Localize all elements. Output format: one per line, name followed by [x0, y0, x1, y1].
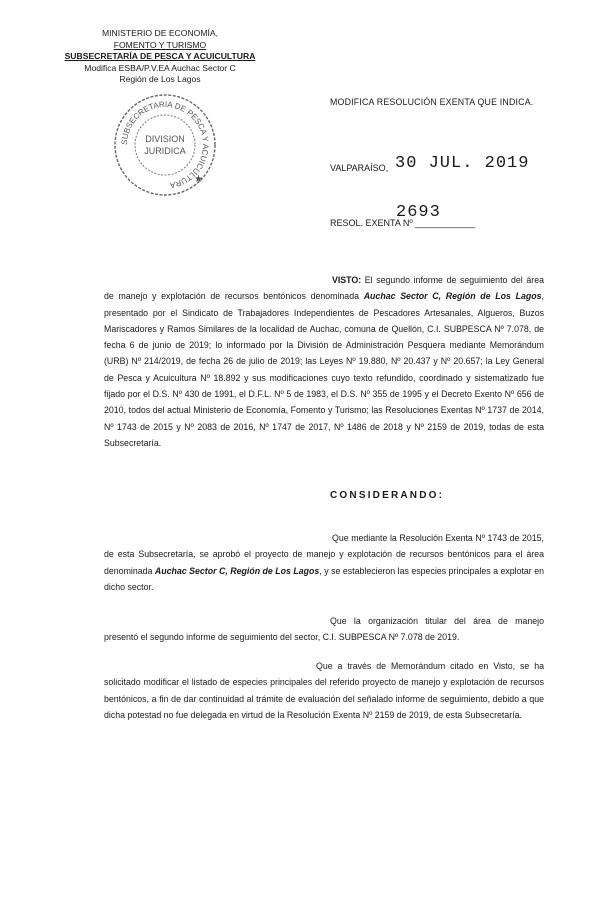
official-stamp — [112, 92, 218, 198]
issuer-header — [60, 28, 260, 86]
subsecretaria-line: SUBSECRETARÍA DE PESCA Y ACUICULTURA — [64, 51, 256, 61]
considerando-p2-text: Que la organización titular del área de manejo presentó el segundo informe de seguimiento del sector, C.I. SUBPESCA Nº 7.078 de 2019. — [104, 616, 544, 643]
resolution-number: 2693 — [396, 203, 441, 222]
document-reference: MODIFICA RESOLUCIÓN EXENTA QUE INDICA. — [330, 97, 534, 107]
stamp-star-icon: ★ — [194, 174, 203, 185]
ministry-line: MINISTERIO DE ECONOMÍA, — [101, 28, 219, 38]
considerando-p1-text-2: , y se establecieron las especies principales a explotar en dicho sector. — [104, 565, 544, 592]
considerando-paragraph-2 — [104, 613, 544, 646]
ministry-line-2: FOMENTO Y TURISMO — [113, 39, 207, 50]
stamp-center-line-1: DIVISION — [145, 134, 185, 144]
considerando-paragraph-3 — [104, 658, 544, 723]
stamp-center-line-2: JURIDICA — [144, 146, 186, 156]
visto-text-1: El segundo informe de seguimiento del área de manejo y explotación de recursos bentónicos denominada — [104, 275, 544, 302]
visto-label: VISTO: — [332, 275, 362, 285]
stamp-ring-text: SUBSECRETARIA DE PESCA Y ACUICULTURA — [119, 99, 211, 190]
subject-line: Modifica ESBA/P.V.EA Auchac Sector C — [84, 62, 236, 73]
visto-text-2: , presentado por el Sindicato de Trabajadores Independientes de Pescadores Artesanales, Algueros, Buzos Mariscadores y Ramos Similares de la localidad de Auchac, comuna de Quellón, C.I. SUBPESCA Nº 7.078, de fecha 6 de junio de 2019; lo informado por la División de Administración Pesquera mediante Memorándum (URB) Nº 214/2019, de fecha 26 de julio de 2019; las Leyes Nº 19.880, Nº 20.437 y Nº 20.657; la Ley General de Pesca y Acuicultura Nº 18.892 y sus modificaciones cuyo texto refundido, coordinado y sistematizado fue fijado por el D.S. Nº 430 de 1991, el D.F.L. Nº 5 de 1983, el D.S. Nº 355 de 1995 y el Decreto Exento Nº 656 de 2010, todos del actual Ministerio de Economía, Fomento y Turismo; las Resoluciones Exentas Nº 1737 de 2014, Nº 1743 de 2015 y Nº 2083 de 2016, Nº 1747 de 2017, Nº 1486 de 2018 y Nº 2159 de 2019, todas de esta Subsecretaría. — [104, 291, 544, 448]
resolution-label: RESOL. EXENTA Nº — [330, 218, 413, 228]
region-line: Región de Los Lagos — [119, 74, 201, 84]
considerando-heading: CONSIDERANDO: — [330, 490, 445, 501]
visto-area-name: Auchac Sector C, Región de Los Lagos — [363, 291, 542, 302]
dateline-city: VALPARAÍSO, — [330, 163, 389, 173]
considerando-p3-text: Que a través de Memorándum citado en Visto, se ha solicitado modificar el listado de especies principales del referido proyecto de manejo y explotación de recursos bentónicos, a fin de dar continuidad al trámite de evaluación del señalado informe de seguimiento, debido a que dicha potestad no fue delegada en virtud de la Resolución Exenta Nº 2159 de 2019, de esta Subsecretaría. — [104, 661, 544, 720]
dateline-date: 30 JUL. 2019 — [395, 154, 530, 173]
considerando-paragraph-1 — [104, 530, 544, 595]
resolution-blank: ____________ — [415, 218, 476, 228]
considerando-p1-area: Auchac Sector C, Región de Los Lagos — [154, 565, 320, 576]
visto-section — [104, 272, 544, 451]
considerando-p1-text: Que mediante la Resolución Exenta Nº 1743 de 2015, de esta Subsecretaría, se aprobó el proyecto de manejo y explotación de recursos bentónicos para el área denominada — [104, 533, 544, 576]
